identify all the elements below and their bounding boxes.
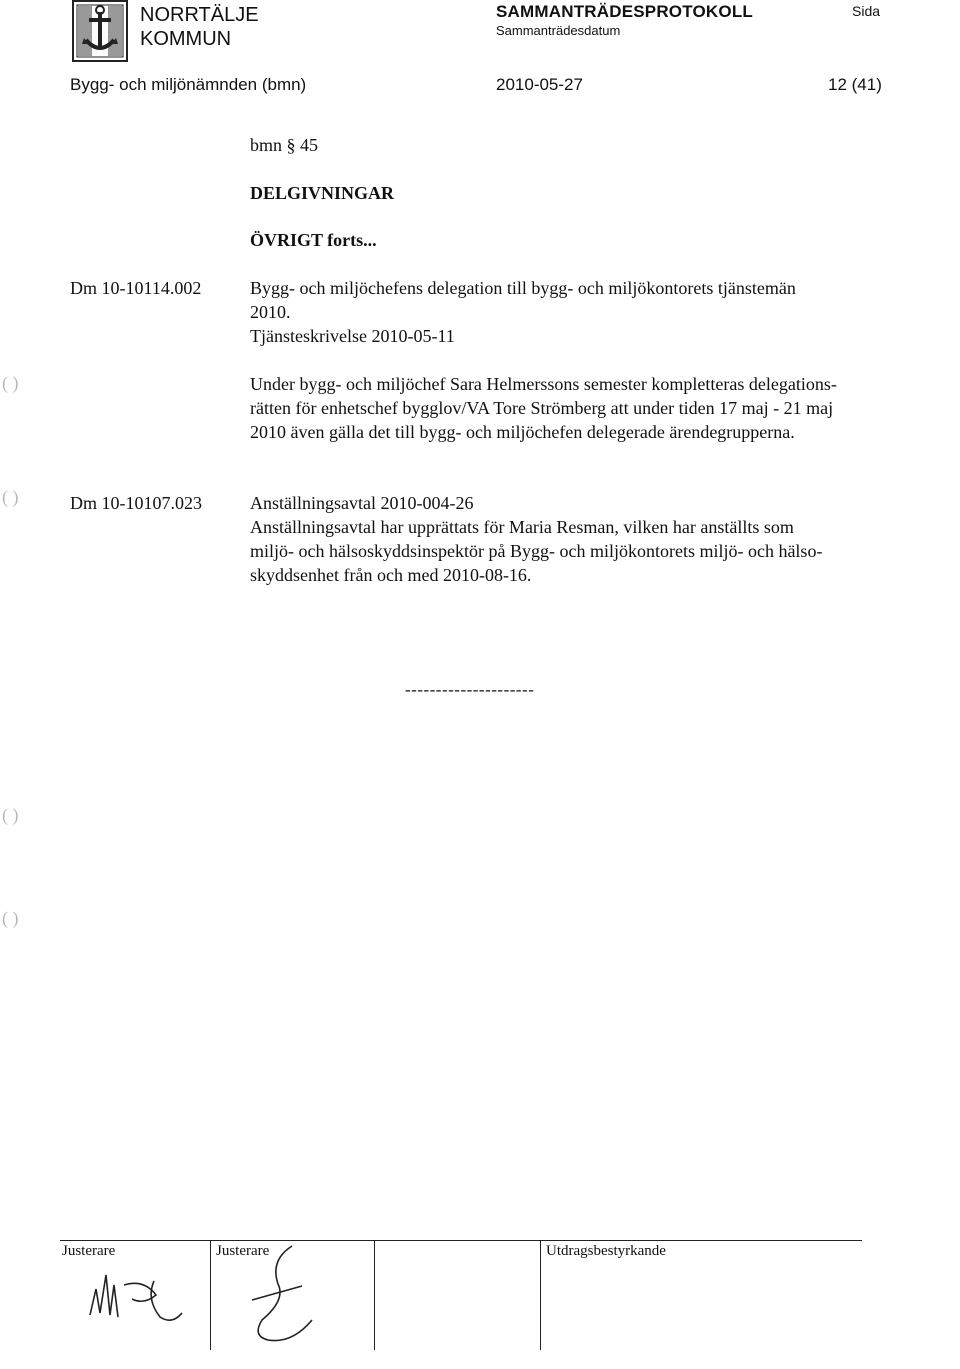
end-marker: --------------------- xyxy=(405,680,535,699)
document-subtitle: Sammanträdesdatum xyxy=(496,23,621,38)
item-diary-number: Dm 10-10114.002 xyxy=(70,278,202,298)
utdragsbestyrkande-label: Utdragsbestyrkande xyxy=(546,1243,666,1259)
item-title: Bygg- och miljöchefens delegation till bygg- och miljökontorets tjänstemän xyxy=(250,278,796,298)
margin-mark: ( ) xyxy=(2,908,19,928)
margin-mark: ( ) xyxy=(2,805,19,825)
footer-column-divider xyxy=(540,1241,541,1350)
item-body-line: Under bygg- och miljöchef Sara Helmerssons semester kompletteras delegations- xyxy=(250,374,837,394)
item-body-line: skyddsenhet från och med 2010-08-16. xyxy=(250,565,532,585)
item-title-continuation: 2010. xyxy=(250,302,291,322)
margin-mark: ( ) xyxy=(2,487,19,507)
signature-2 xyxy=(222,1240,332,1355)
justerare-label: Justerare xyxy=(62,1243,116,1259)
item-body-line: Anställningsavtal har upprättats för Maria Resman, vilken har anställts som xyxy=(250,517,794,537)
municipality-name: NORRTÄLJE xyxy=(140,4,259,26)
page-label: Sida xyxy=(852,3,881,19)
footer-divider xyxy=(60,1240,862,1241)
paragraph-number: bmn § 45 xyxy=(250,135,319,155)
section-heading: DELGIVNINGAR xyxy=(250,183,395,203)
item-body-line: 2010 även gälla det till bygg- och miljöchefen delegerade ärendegrupperna. xyxy=(250,422,795,442)
document-title: SAMMANTRÄDESPROTOKOLL xyxy=(496,2,753,21)
item-body xyxy=(250,515,910,587)
municipal-logo-icon xyxy=(72,0,128,62)
subsection-heading: ÖVRIGT forts... xyxy=(250,230,377,250)
item-title: Anställningsavtal 2010-004-26 xyxy=(250,493,474,513)
meeting-date: 2010-05-27 xyxy=(496,75,583,94)
footer-column-divider xyxy=(210,1241,211,1350)
signature-1 xyxy=(84,1255,194,1340)
margin-mark: ( ) xyxy=(2,373,19,393)
municipality-kommun: KOMMUN xyxy=(140,28,232,50)
item-diary-number: Dm 10-10107.023 xyxy=(70,493,202,513)
item-body-line: rätten för enhetschef bygglov/VA Tore Strömberg att under tiden 17 maj - 21 maj xyxy=(250,398,834,418)
board-name: Bygg- och miljönämnden (bmn) xyxy=(70,75,307,94)
footer-column-divider xyxy=(374,1241,375,1350)
item-reference: Tjänsteskrivelse 2010-05-11 xyxy=(250,326,455,346)
page-number: 12 (41) xyxy=(828,75,882,94)
justerare-label: Justerare xyxy=(216,1243,270,1259)
item-body-line: miljö- och hälsoskyddsinspektör på Bygg- och miljökontorets miljö- och hälso- xyxy=(250,541,823,561)
item-body xyxy=(250,372,910,444)
